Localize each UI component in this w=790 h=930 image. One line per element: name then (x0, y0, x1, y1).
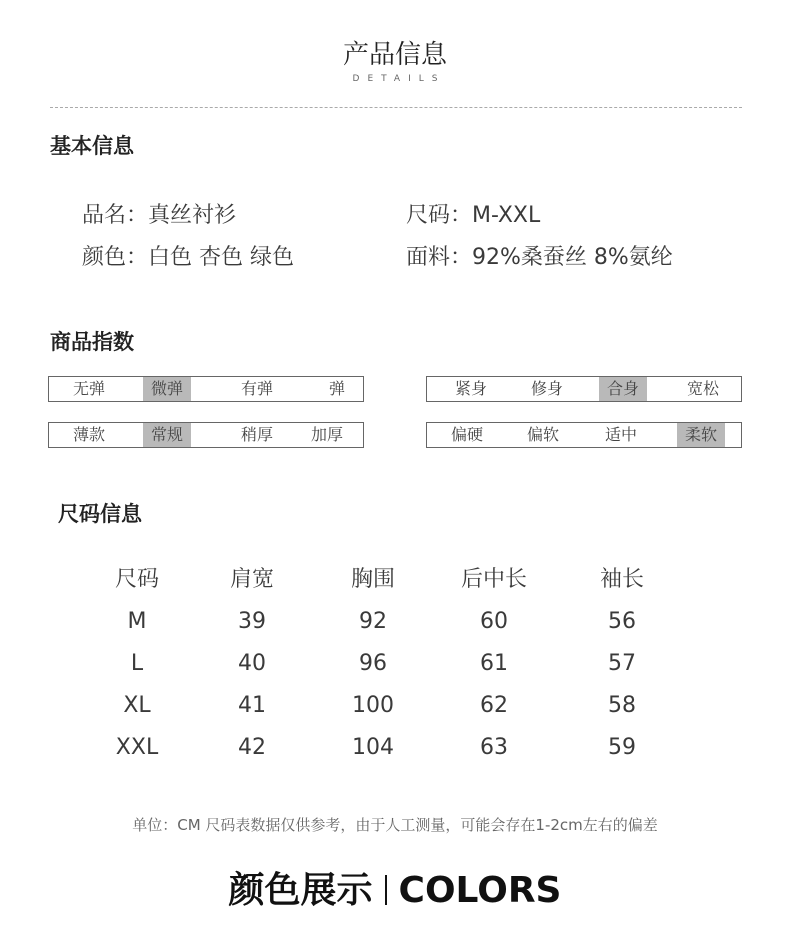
table-cell: 57 (608, 651, 636, 676)
table-cell: XL (123, 693, 151, 718)
column-header: 后中长 (460, 567, 527, 592)
table-cell: 63 (480, 735, 508, 760)
product-size: 尺码：M-XXL (406, 203, 541, 228)
elasticity-scale (48, 376, 364, 402)
column-header: 尺码 (114, 567, 159, 592)
column-header: 胸围 (350, 567, 395, 592)
product-fabric: 面料：92%桑蚕丝 8%氨纶 (406, 245, 673, 270)
table-cell: 104 (352, 735, 394, 760)
colors-title-en: COLORS (398, 870, 562, 911)
table-cell: 39 (238, 609, 266, 634)
basic-info-heading: 基本信息 (50, 134, 134, 158)
colors-title-cn: 颜色展示 (228, 870, 373, 911)
fit-option: 宽松 (686, 379, 719, 398)
table-cell: 60 (480, 609, 508, 634)
table-cell: 58 (608, 693, 636, 718)
page-subtitle: DETAILS (352, 74, 446, 84)
fit-scale (426, 376, 742, 402)
thickness-option: 稍厚 (240, 425, 273, 444)
table-cell: 42 (238, 735, 266, 760)
elasticity-option: 微弹 (143, 377, 191, 401)
softness-option: 偏软 (526, 425, 559, 444)
table-cell: 40 (238, 651, 266, 676)
table-cell: M (127, 609, 147, 634)
table-cell: L (130, 651, 144, 676)
table-row (0, 644, 790, 684)
table-row (0, 728, 790, 768)
divider (50, 107, 742, 108)
table-cell: 100 (352, 693, 394, 718)
table-cell: 62 (480, 693, 508, 718)
table-cell: 61 (480, 651, 508, 676)
fit-option: 修身 (530, 379, 563, 398)
colors-heading (0, 862, 790, 913)
table-header-row (0, 560, 790, 600)
softness-scale (426, 422, 742, 448)
elasticity-option: 无弹 (72, 379, 105, 398)
table-cell: XXL (115, 735, 159, 760)
title-separator (385, 875, 387, 905)
product-index-heading: 商品指数 (50, 330, 134, 354)
size-info-heading: 尺码信息 (58, 502, 142, 526)
softness-option: 偏硬 (450, 425, 483, 444)
thickness-option: 薄款 (72, 425, 105, 444)
fit-option: 合身 (599, 377, 647, 401)
page-title: 产品信息 (342, 40, 447, 70)
table-row (0, 602, 790, 642)
table-cell: 96 (359, 651, 387, 676)
table-row (0, 686, 790, 726)
table-cell: 92 (359, 609, 387, 634)
softness-option: 柔软 (677, 423, 725, 447)
size-note: 单位：CM 尺码表数据仅供参考，由于人工测量，可能会存在1-2cm左右的偏差 (132, 816, 658, 834)
product-color: 颜色：白色 杏色 绿色 (82, 245, 294, 270)
thickness-option: 常规 (143, 423, 191, 447)
column-header: 肩宽 (229, 567, 274, 592)
fit-option: 紧身 (454, 379, 487, 398)
table-cell: 59 (608, 735, 636, 760)
thickness-option: 加厚 (310, 425, 343, 444)
table-cell: 41 (238, 693, 266, 718)
table-cell: 56 (608, 609, 636, 634)
product-name: 品名：真丝衬衫 (82, 203, 237, 228)
column-header: 袖长 (599, 567, 644, 592)
elasticity-option: 弹 (328, 379, 345, 398)
thickness-scale (48, 422, 364, 448)
softness-option: 适中 (604, 425, 637, 444)
elasticity-option: 有弹 (240, 379, 273, 398)
